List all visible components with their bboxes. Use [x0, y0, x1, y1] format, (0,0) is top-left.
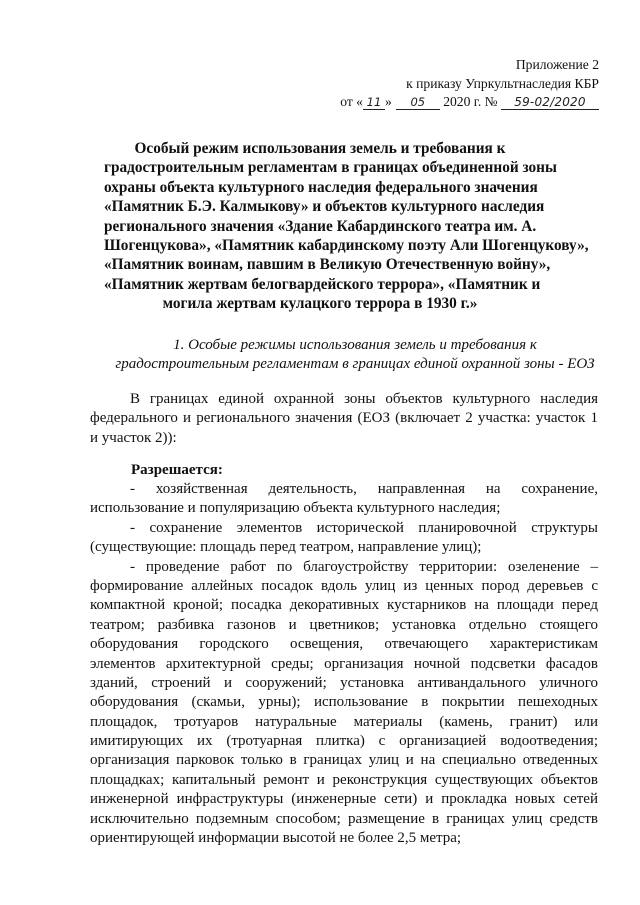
date-prefix: от «: [340, 94, 363, 109]
text-line: компактной кроной; посадка декоративных кустарников на площади перед: [90, 597, 598, 614]
handwritten-order-number: 59-02/2020: [501, 96, 599, 110]
handwritten-day: 11: [363, 96, 385, 110]
title-line: могила жертвам кулацкого террора в 1930 г.»: [162, 295, 478, 313]
text-line: ориентирующей информации высотой не более 2,5 метра;: [90, 830, 462, 847]
handwritten-month: 05: [396, 96, 440, 110]
text-line: использование и популяризацию объекта культурного наследия;: [90, 500, 501, 517]
document-title: [104, 139, 589, 314]
intro-paragraph: [90, 390, 598, 448]
section-title-line: 1. Особые режимы использования земель и требования к: [173, 337, 537, 353]
date-mid: »: [384, 94, 392, 109]
date-suffix: 2020 г. №: [443, 94, 498, 109]
title-line: Особый режим использования земель и требования к: [134, 140, 506, 157]
text-line: формирование аллейных посадок вдоль улиц из ценных пород деревьев с: [90, 577, 598, 594]
text-line: организация парковок только в границах улиц и на специально отведенных: [90, 752, 598, 769]
text-line: элементов архитектурной среды; организация ночной подсветки фасадов: [90, 655, 598, 672]
title-line: регионального значения «Здание Кабардинского театра им. А.: [104, 217, 537, 235]
section-title-line: градостроительным регламентам в границах единой охранной зоны - ЕОЗ: [115, 356, 595, 372]
title-line: «Памятник Б.Э. Калмыкову» и объектов культурного наследия: [104, 198, 545, 216]
text-line: исключительно подземным способом; размещение в границах улиц средств: [90, 810, 598, 827]
text-line: (существующие: площадь перед театром, направление улиц);: [90, 539, 482, 556]
text-line: оборудования (скамьи, урны); использование в покрытии пешеходных: [90, 694, 598, 711]
text-line: - хозяйственная деятельность, направленная на сохранение,: [130, 481, 598, 497]
section-1-title: [110, 336, 600, 374]
allowed-list: [90, 480, 598, 848]
text-line: - сохранение элементов исторической планировочной структуры: [130, 519, 598, 536]
appendix-order-ref: к приказу Упркультнаследия КБР: [406, 75, 599, 91]
title-line: «Памятник воинам, павшим в Великую Отечественную войну»,: [104, 256, 551, 274]
text-line: имитирующих их (тротуарная плитка) с организацией водоотведения;: [90, 733, 598, 750]
text-line: площадок, тротуаров натуральные материалы (камень, гранит) или: [90, 713, 598, 730]
text-line: В границах единой охранной зоны объектов культурного наследия: [130, 391, 598, 407]
title-line: Шогенцукова», «Памятник кабардинскому поэту Али Шогенцукову»,: [104, 237, 589, 255]
title-line: охраны объекта культурного наследия федерального значения: [104, 178, 538, 196]
text-line: и участок 2)):: [90, 429, 177, 446]
appendix-header: [340, 56, 599, 112]
appendix-label: Приложение 2: [515, 57, 599, 72]
text-line: площадках; капитальный ремонт и реконструкция существующих объектов: [90, 771, 598, 788]
text-line: федерального и регионального значения (ЕОЗ (включает 2 участка: участок 1: [90, 410, 598, 427]
text-line: - проведение работ по благоустройству территории: озеленение –: [130, 558, 598, 575]
title-line: «Памятник жертвам белогвардейского террора», «Памятник и: [104, 275, 541, 293]
text-line: инженерной инфраструктуры (инженерные сети) и прокладка новых сетей: [90, 791, 598, 808]
appendix-date-line: [340, 93, 599, 112]
text-line: зданий, строений и сооружений; установка антивандального уличного: [90, 674, 598, 691]
title-line: градостроительным регламентам в границах объединенной зоны: [104, 159, 557, 177]
text-line: оборудования городского освещения, отвечающего характеристикам: [90, 636, 598, 653]
allowed-heading: Разрешается:: [131, 462, 223, 478]
text-line: театром; разбивка газонов и цветников; установка отдельно стоящего: [90, 616, 598, 633]
